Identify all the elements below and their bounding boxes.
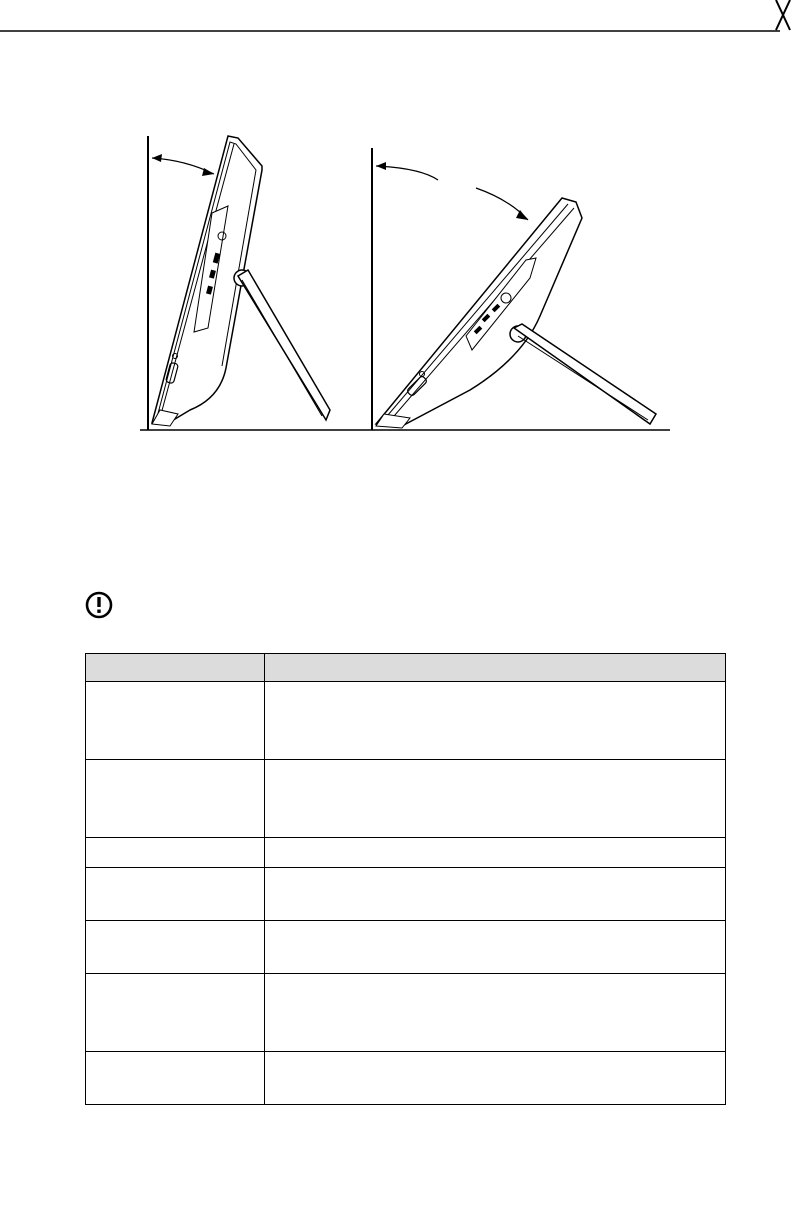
table-row <box>86 921 726 974</box>
table-cell <box>265 1052 726 1105</box>
table-cell <box>86 682 265 760</box>
header-cell <box>265 654 726 682</box>
table-cell <box>86 760 265 838</box>
attention-icon <box>84 590 114 620</box>
table-cell <box>265 838 726 868</box>
spec-table <box>85 653 726 1105</box>
monitor-tilted-small-angle <box>148 136 330 430</box>
table-cell <box>265 682 726 760</box>
scissors-icon <box>776 0 790 30</box>
table-row <box>86 682 726 760</box>
table-header-row <box>86 654 726 682</box>
table-cell <box>265 868 726 921</box>
scissor-cut-line <box>0 0 794 40</box>
table-row <box>86 838 726 868</box>
table-cell <box>86 1052 265 1105</box>
table-cell <box>265 760 726 838</box>
table-row <box>86 1052 726 1105</box>
table-cell <box>86 868 265 921</box>
table-cell <box>86 921 265 974</box>
table-cell <box>86 974 265 1052</box>
monitor-tilted-large-angle <box>372 148 656 430</box>
table-row <box>86 760 726 838</box>
table-cell <box>265 974 726 1052</box>
table-row <box>86 868 726 921</box>
table-cell <box>265 921 726 974</box>
table-cell <box>86 838 265 868</box>
tilt-angle-illustration <box>130 128 675 438</box>
table-row <box>86 974 726 1052</box>
header-cell <box>86 654 265 682</box>
